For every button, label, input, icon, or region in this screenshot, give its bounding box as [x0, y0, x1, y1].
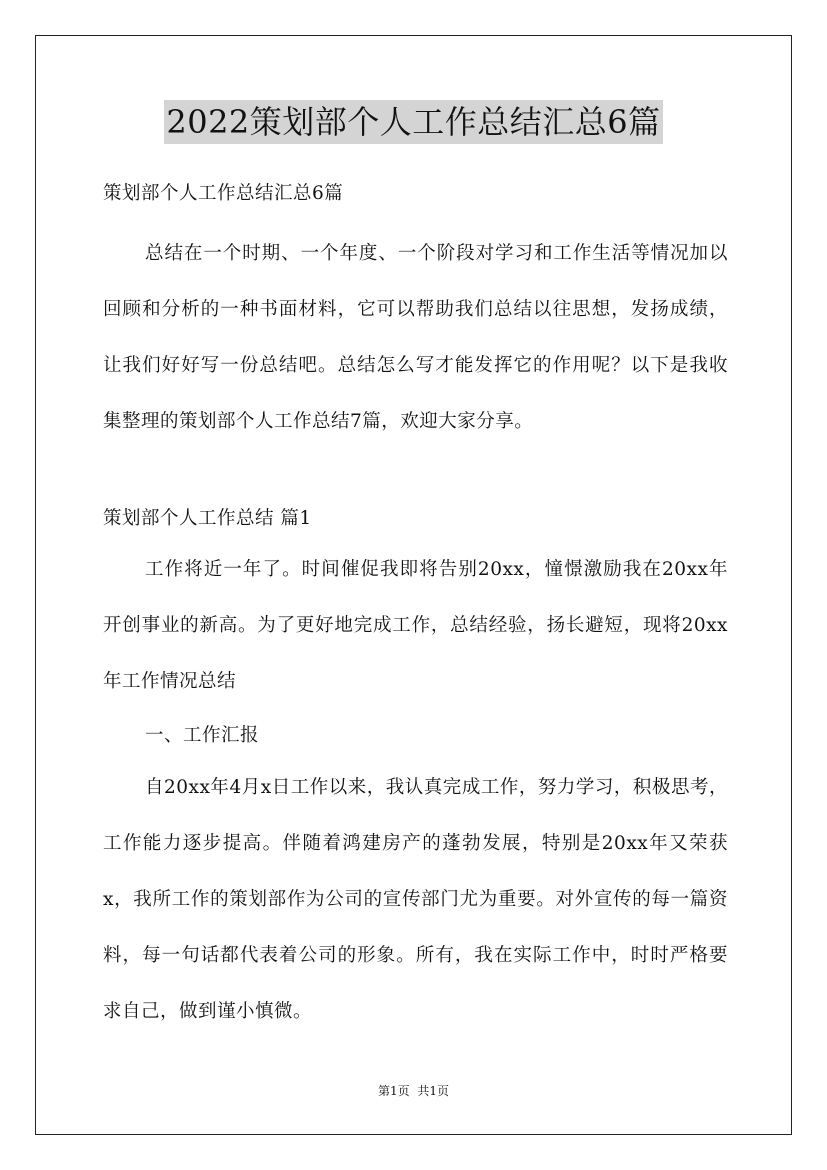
work-report-heading: 一、工作汇报 — [145, 725, 260, 746]
intro-paragraph: 总结在一个时期、一个年度、一个阶段对学习和工作生活等情况加以回顾和分析的一种书面材料，它可以帮助我们总结以往思想，发扬成绩，让我们好好写一份总结吧。总结怎么写才能发挥它的作用呢？以下是我收集整理的策划部个人工作总结7篇，欢迎大家分享。 — [103, 243, 728, 432]
page-number-total: 共1页 — [417, 1084, 450, 1098]
document-title: 2022策划部个人工作总结汇总6篇 — [164, 100, 662, 144]
section-paragraph-2: 自20xx年4月x日工作以来，我认真完成工作，努力学习，积极思考，工作能力逐步提高。伴随着鸿建房产的蓬勃发展，特别是20xx年又荣获x，我所工作的策划部作为公司的宣传部门尤为重要。对外宣传的每一篇资料，每一句话都代表着公司的形象。所有，我在实际工作中，时时严格要求自己，做到谨小慎微。 — [103, 777, 728, 1022]
section-paragraph-1: 工作将近一年了。时间催促我即将告别20xx，憧憬激励我在20xx年开创事业的新高。为了更好地完成工作，总结经验，扬长避短，现将20xx年工作情况总结 — [103, 559, 728, 692]
document-subtitle: 策划部个人工作总结汇总6篇 — [103, 183, 344, 204]
title-container — [0, 100, 827, 144]
section-title: 策划部个人工作总结 篇1 — [103, 508, 312, 529]
page-footer — [0, 1083, 827, 1099]
page-number-current: 第1页 — [377, 1084, 410, 1098]
